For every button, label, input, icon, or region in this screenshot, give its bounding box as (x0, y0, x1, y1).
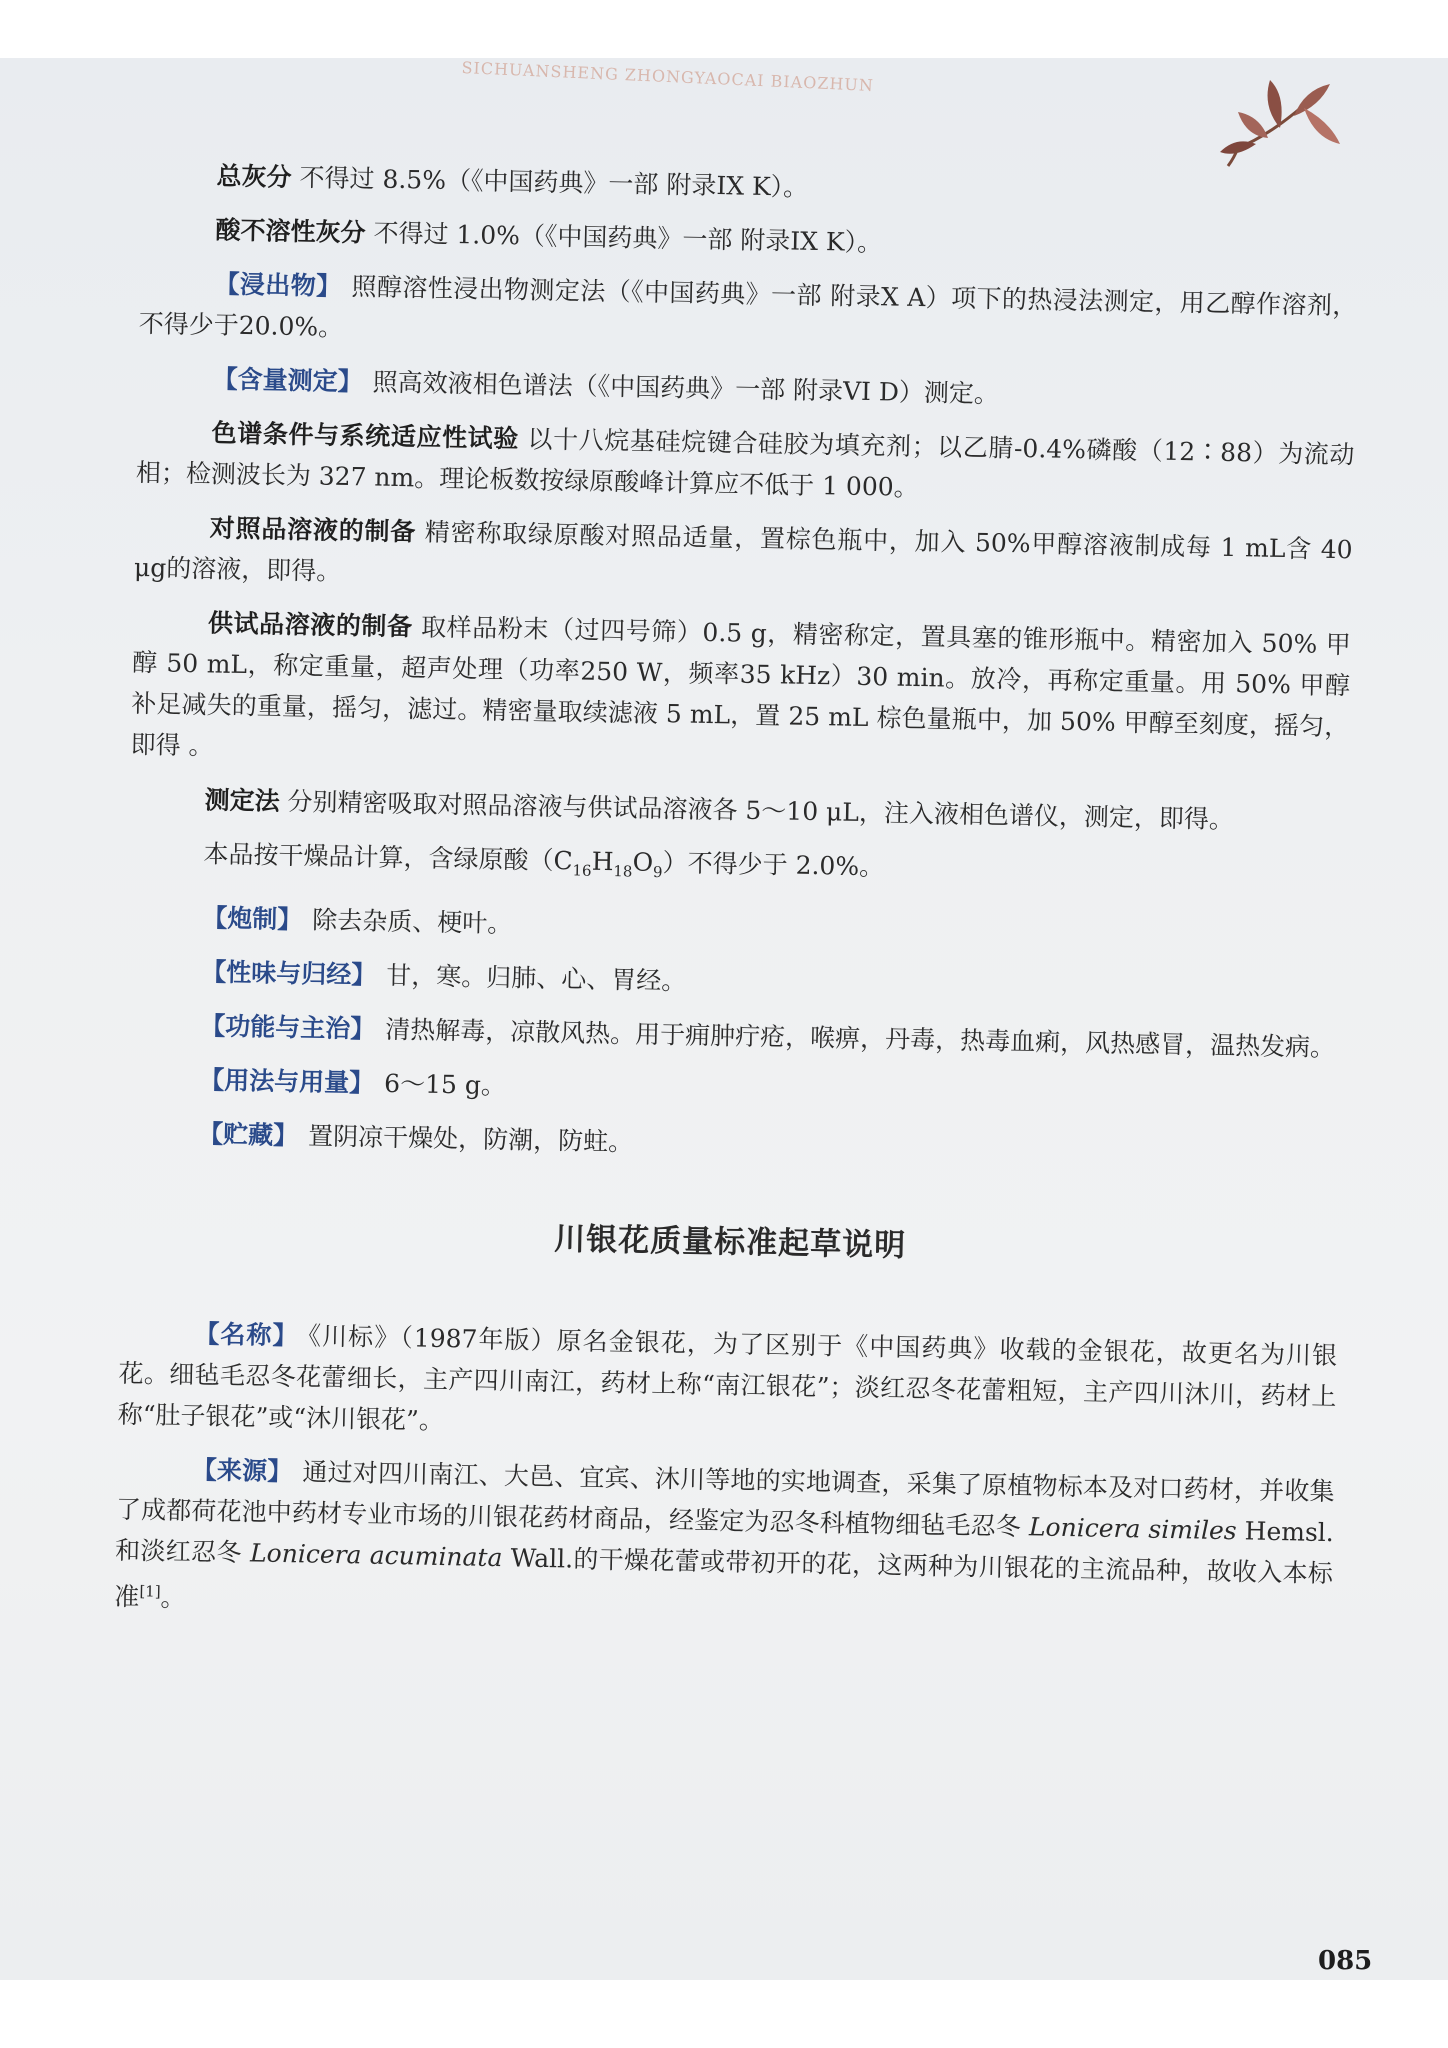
nature-para (126, 950, 1345, 1014)
latin-name-acuminata: Lonicera acuminata (249, 1538, 503, 1573)
reference-para (134, 506, 1353, 611)
total-ash-text: 不得过 8.5%（《中国药典》一部 附录IX K）。 (299, 163, 809, 202)
content-limit-suffix: ）不得少于 2.0%。 (662, 848, 885, 882)
chromatography-para (135, 411, 1354, 516)
scanned-page (0, 58, 1448, 1980)
dosage-text: 6～15 g。 (383, 1068, 507, 1101)
name-text: 《川标》（1987年版）原名金银花，为了区别于《中国药典》收载的金银花，故更名为川银花。细毡毛忍冬花蕾细长，主产四川南江，药材上称“南江银花”；淡红忍冬花蕾粗短，主产四川沐川，药材上称“肚子银花”或“沐川银花”。 (117, 1321, 1338, 1436)
reference-text: 精密称取绿原酸对照品适量，置棕色瓶中，加入 50%甲醇溶液制成每 1 mL含 40 μg的溶液，即得。 (133, 517, 1353, 586)
latin-name-similes: Lonicera similes (1028, 1512, 1237, 1546)
processing-text: 除去杂质、梗叶。 (312, 905, 513, 939)
source-text-3: Wall.的干燥花蕾或带初开的花，这两种为川银花的主流品种，故收入本标准 (114, 1543, 1334, 1612)
reference-label: 对照品溶液的制备 (209, 513, 417, 547)
processing-para (127, 896, 1346, 960)
assay-para (137, 357, 1356, 421)
function-para (125, 1004, 1344, 1068)
chromatography-label: 色谱条件与系统适应性试验 (211, 418, 520, 454)
sample-text: 取样品粉末（过四号筛）0.5 g，精密称定，置具塞的锥形瓶中。精密加入 50% 甲醇 50 mL，称定重量，超声处理（功率250 W，频率35 kHz）30 min。放冷，再称定重量。用 50% 甲醇补足减失的重量，摇匀，滤过。精密量取续滤液 5 mL，置 25 mL 棕色量瓶中，加 50% 甲醇至刻度，摇匀，即得 。 (130, 612, 1352, 761)
storage-label: 【贮藏】 (197, 1119, 299, 1151)
content-limit-para (128, 832, 1347, 906)
function-text: 清热解毒，凉散风热。用于痈肿疔疮，喉痹，丹毒，热毒血痢，风热感冒，温热发病。 (384, 1014, 1336, 1063)
formula-o-count: 9 (652, 862, 663, 882)
nature-label: 【性味与归经】 (201, 957, 377, 990)
acid-ash-para (140, 208, 1359, 272)
acid-ash-text: 不得过 1.0%（《中国药典》一部 附录IX K）。 (373, 218, 883, 258)
method-text: 分别精密吸取对照品溶液与供试品溶液各 5～10 μL，注入液相色谱仪，测定，即得。 (287, 786, 1235, 835)
page-number: 085 (1318, 1946, 1373, 1976)
source-para (114, 1448, 1335, 1641)
formula-h-symbol: H (591, 846, 614, 877)
source-label: 【来源】 (191, 1455, 293, 1487)
source-text-1: 通过对四川南江、大邑、宜宾、沐川等地的实地调查，采集了原植物标本及对口药材，并收集了成都荷花池中药材专业市场的川银花药材商品，经鉴定为忍冬科植物细毡毛忍冬 (115, 1457, 1335, 1542)
assay-label: 【含量测定】 (212, 364, 363, 397)
running-head: SICHUANSHENG ZHONGYAOCAI BIAOZHUN (461, 58, 875, 95)
dosage-para (124, 1058, 1343, 1122)
page-content (114, 154, 1360, 1653)
assay-text: 照高效液相色谱法（《中国药典》一部 附录VI D）测定。 (372, 367, 1000, 409)
extract-text: 照醇溶性浸出物测定法（《中国药典》一部 附录X A）项下的热浸法测定，用乙醇作溶剂，不得少于20.0%。 (138, 272, 1358, 342)
total-ash-para (141, 154, 1360, 218)
source-text-4: 。 (160, 1582, 186, 1613)
storage-text: 置阴凉干燥处，防潮，防蛀。 (307, 1121, 634, 1157)
content-limit-prefix: 本品按干燥品计算，含绿原酸（C (203, 839, 573, 876)
name-para (117, 1312, 1337, 1458)
acid-ash-label: 酸不溶性灰分 (215, 215, 366, 248)
leaf-ornament-icon (1208, 66, 1348, 176)
nature-text: 甘，寒。归肺、心、胃经。 (386, 960, 687, 996)
formula-h-count: 18 (613, 862, 633, 881)
chromatography-text: 以十八烷基硅烷键合硅胶为填充剂；以乙腈-0.4%磷酸（12∶88）为流动相；检测波长为 327 nm。理论板数按绿原酸峰计算应不低于 1 000。 (135, 424, 1355, 502)
method-para (129, 778, 1348, 842)
processing-label: 【炮制】 (202, 903, 303, 935)
function-label: 【功能与主治】 (199, 1011, 376, 1044)
source-text-2: Hemsl.和淡红忍冬 (114, 1516, 1335, 1568)
extract-label: 【浸出物】 (214, 269, 342, 301)
extract-para (138, 262, 1357, 367)
section-title: 川银花质量标准起草说明 (553, 1221, 907, 1264)
dosage-label: 【用法与用量】 (198, 1065, 375, 1098)
formula-c-count: 16 (572, 861, 592, 880)
reference-mark: [1] (139, 1582, 161, 1601)
sample-para (130, 601, 1351, 788)
method-label: 测定法 (204, 785, 280, 816)
formula-o-symbol: O (632, 847, 654, 877)
storage-para (123, 1112, 1342, 1176)
total-ash-label: 总灰分 (216, 161, 292, 192)
sample-label: 供试品溶液的制备 (207, 608, 413, 642)
name-label: 【名称】 (194, 1319, 299, 1351)
